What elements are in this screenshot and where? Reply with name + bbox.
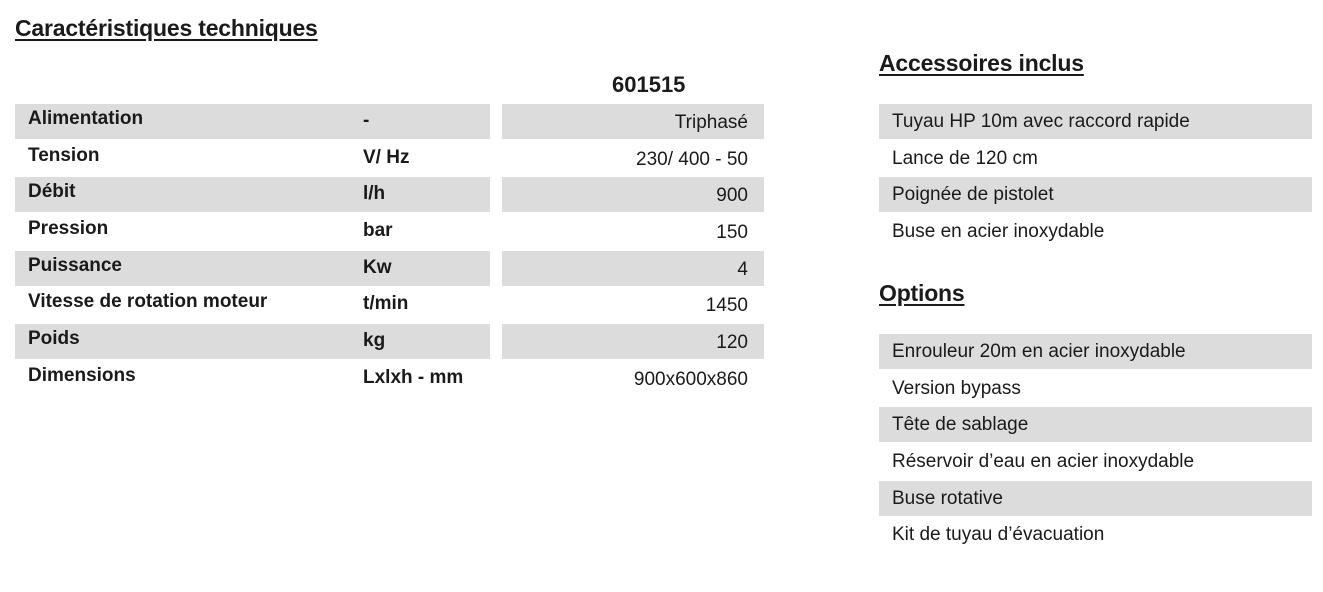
spec-label: Débit [28,181,76,203]
spec-row [15,324,765,361]
spec-row [15,214,765,251]
list-item [879,334,1312,371]
spec-value: 4 [737,258,748,280]
list-item [879,517,1312,554]
list-item-text: Tuyau HP 10m avec raccord rapide [892,111,1190,132]
spec-row [15,287,765,324]
spec-value: 230/ 400 - 50 [636,148,748,170]
spec-row [15,141,765,178]
spec-label: Poids [28,328,80,350]
spec-value: 900 [716,185,748,207]
list-item [879,141,1312,178]
list-item-text: Poignée de pistolet [892,184,1054,206]
spec-value: 900x600x860 [633,368,748,390]
options-heading: Options [879,280,965,306]
accessories-list [879,104,1312,251]
spec-value: 120 [716,332,748,354]
list-item-text: Version bypass [892,377,1021,399]
spec-row [15,251,765,288]
model-number: 601515 [612,72,686,97]
spec-value: Triphasé [674,112,748,133]
specs-heading: Caractéristiques techniques [15,15,318,41]
accessories-heading: Accessoires inclus [879,50,1084,76]
spec-value: 1450 [705,295,748,317]
spec-row [15,361,765,398]
spec-label: Pression [28,218,109,240]
list-item [879,371,1312,408]
list-item [879,214,1312,251]
options-list [879,334,1312,554]
list-item-text: Réservoir d’eau en acier inoxydable [892,451,1195,473]
spec-value: 150 [716,222,748,244]
spec-unit: bar [363,220,393,242]
spec-unit: Lxlxh - mm [363,366,464,388]
list-item [879,481,1312,518]
spec-label: Alimentation [28,108,144,129]
spec-unit: l/h [363,183,386,205]
spec-unit: Kw [363,256,392,278]
spec-unit: t/min [363,293,409,315]
spec-label: Vitesse de rotation moteur [28,291,268,313]
spec-label: Dimensions [28,364,136,386]
spec-unit: kg [363,330,386,352]
list-item-text: Buse rotative [892,487,1003,509]
spec-row [15,177,765,214]
spec-row [15,104,765,141]
list-item-text: Enrouleur 20m en acier inoxydable [892,341,1186,362]
spec-label: Tension [28,144,100,166]
list-item-text: Lance de 120 cm [892,147,1038,169]
list-item-text: Kit de tuyau d’évacuation [892,524,1105,546]
spec-label: Puissance [28,254,122,276]
spec-unit: - [363,110,370,131]
list-item [879,444,1312,481]
list-item [879,407,1312,444]
list-item-text: Buse en acier inoxydable [892,221,1105,243]
list-item [879,104,1312,141]
specs-table [15,104,765,398]
list-item-text: Tête de sablage [892,414,1029,436]
spec-unit: V/ Hz [363,146,410,168]
list-item [879,177,1312,214]
